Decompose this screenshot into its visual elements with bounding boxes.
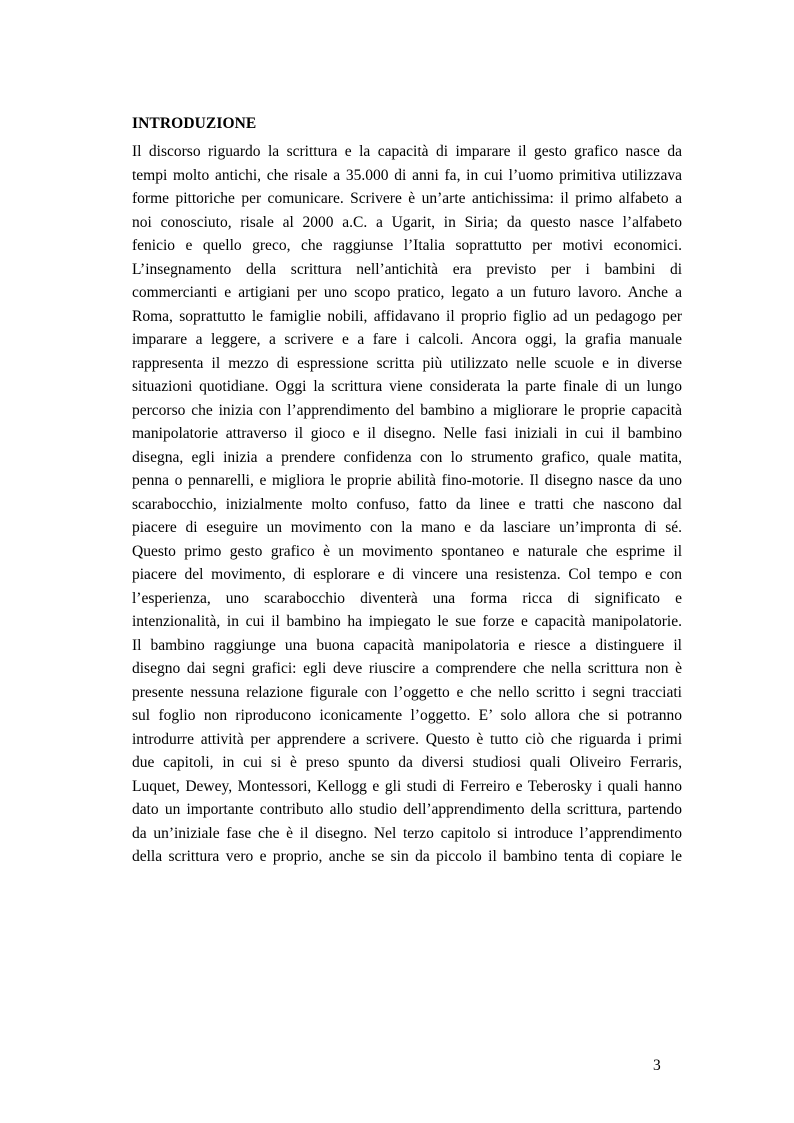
- text-line: Questo primo gesto grafico è un movimento spontaneo e naturale che esprime il: [132, 542, 682, 560]
- text-line: due capitoli, in cui si è preso spunto da diversi studiosi quali Oliveiro Ferraris,: [132, 754, 682, 771]
- text-line: scarabocchio, inizialmente molto confuso, fatto da linee e tratti che nascono dal: [132, 495, 682, 513]
- text-line: introdurre attività per apprendere a scrivere. Questo è tutto ciò che riguarda i primi: [132, 730, 682, 748]
- text-line: manipolatorie attraverso il gioco e il disegno. Nelle fasi iniziali in cui il bambino: [132, 425, 682, 442]
- text-line: l’esperienza, uno scarabocchio diventerà una forma ricca di significato e: [132, 589, 682, 607]
- text-line: tempi molto antichi, che risale a 35.000 di anni fa, in cui l’uomo primitiva utilizzava: [132, 166, 682, 184]
- text-line: imparare a leggere, a scrivere e a fare i calcoli. Ancora oggi, la grafia manuale: [132, 331, 682, 348]
- text-line: della scrittura vero e proprio, anche se sin da piccolo il bambino tenta di copiare le: [132, 848, 682, 865]
- text-line: Il bambino raggiunge una buona capacità manipolatoria e riesce a distinguere il: [132, 636, 682, 654]
- text-line: piacere del movimento, di esplorare e di vincere una resistenza. Col tempo e con: [132, 566, 682, 583]
- text-line: sul foglio non riproducono iconicamente l’oggetto. E’ solo allora che si potranno: [132, 707, 682, 724]
- text-line: Luquet, Dewey, Montessori, Kellogg e gli studi di Ferreiro e Teberosky i quali hanno: [132, 777, 682, 795]
- text-line: commercianti e artigiani per uno scopo pratico, legato a un futuro lavoro. Anche a: [132, 284, 682, 301]
- text-line: percorso che inizia con l’apprendimento del bambino a migliorare le proprie capacità: [132, 401, 682, 419]
- section-heading: INTRODUZIONE: [132, 115, 257, 132]
- text-line: forme pittoriche per comunicare. Scrivere è un’arte antichissima: il primo alfabeto a: [132, 190, 682, 207]
- text-line: dato un importante contributo allo studio dell’apprendimento della scrittura, partendo: [132, 801, 682, 818]
- body-text: [132, 140, 682, 869]
- text-line: disegna, egli inizia a prendere confidenza con lo strumento grafico, quale matita,: [132, 448, 682, 466]
- text-line: L’insegnamento della scrittura nell’antichità era previsto per i bambini di: [132, 260, 682, 278]
- text-line: situazioni quotidiane. Oggi la scrittura viene considerata la parte finale di un lungo: [132, 378, 682, 395]
- text-line: presente nessuna relazione figurale con l’oggetto e che nello scritto i segni tracciati: [132, 683, 682, 701]
- page-number: 3: [653, 1057, 661, 1074]
- text-line: intenzionalità, in cui il bambino ha impiegato le sue forze e capacità manipolatorie.: [132, 613, 682, 630]
- text-line: fenicio e quello greco, che raggiunse l’Italia soprattutto per motivi economici.: [132, 237, 682, 254]
- text-line: rappresenta il mezzo di espressione scritta più utilizzato nelle scuole e in diverse: [132, 354, 682, 372]
- text-line: Roma, soprattutto le famiglie nobili, affidavano il proprio figlio ad un pedagogo per: [132, 307, 682, 325]
- text-line: Il discorso riguardo la scrittura e la capacità di imparare il gesto grafico nasce da: [132, 143, 682, 160]
- text-line: noi conosciuto, risale al 2000 a.C. a Ugarit, in Siria; da questo nasce l’alfabeto: [132, 213, 682, 231]
- text-line: da un’iniziale fase che è il disegno. Nel terzo capitolo si introduce l’apprendimento: [132, 824, 682, 842]
- text-line: piacere di eseguire un movimento con la mano e da lasciare un’impronta di sé.: [132, 519, 682, 536]
- text-line: penna o pennarelli, e migliora le proprie abilità fino-motorie. Il disegno nasce da uno: [132, 472, 682, 489]
- text-line: disegno dai segni grafici: egli deve riuscire a comprendere che nella scrittura non è: [132, 660, 682, 677]
